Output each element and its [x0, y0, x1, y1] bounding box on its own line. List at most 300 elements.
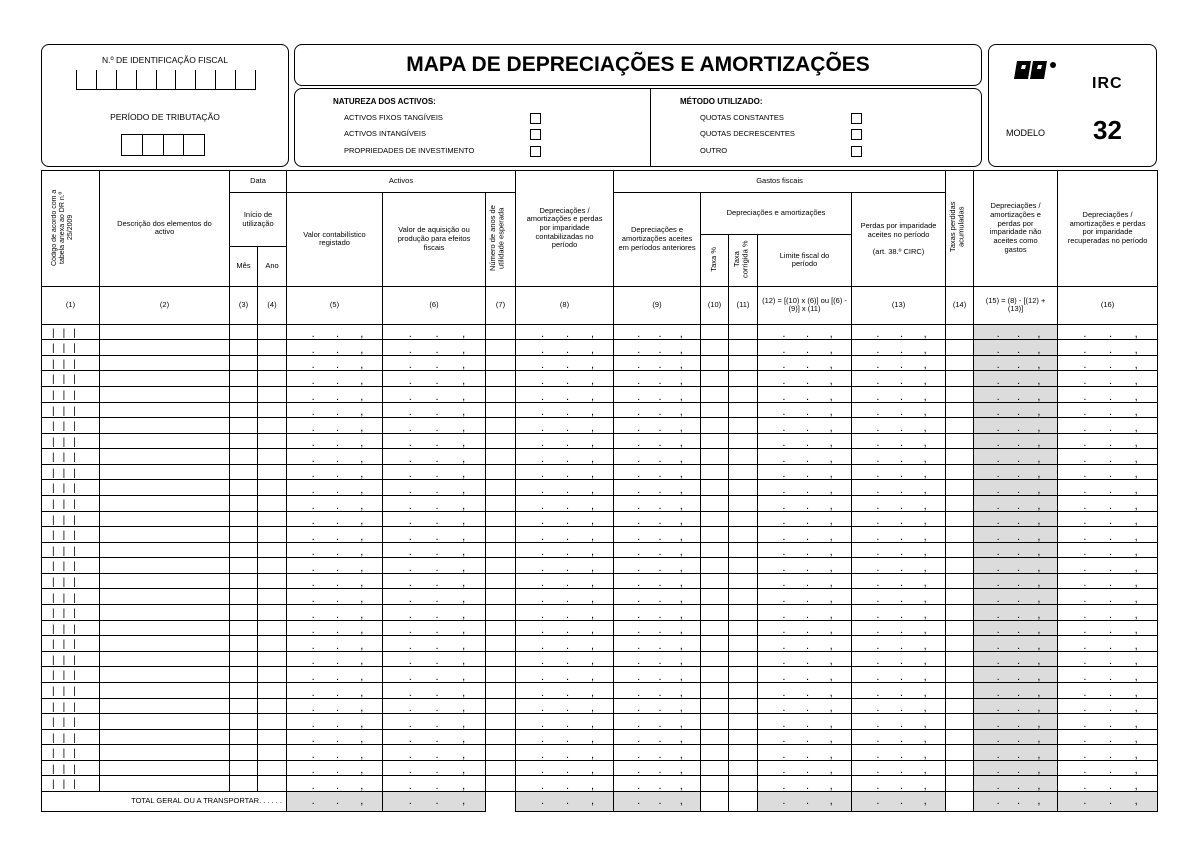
cell-col-3[interactable]: [230, 636, 258, 652]
cell-col-14[interactable]: [946, 324, 974, 340]
cell-col-3[interactable]: [230, 620, 258, 636]
cell-col-5[interactable]: . . ,: [287, 480, 383, 496]
cell-col-5[interactable]: . . ,: [287, 667, 383, 683]
cell-col-16[interactable]: . . ,: [1058, 511, 1158, 527]
cell-col-4[interactable]: [258, 418, 287, 434]
cell-col-9[interactable]: . . ,: [614, 340, 701, 356]
cell-col-6[interactable]: . . ,: [383, 729, 486, 745]
cell-col-9[interactable]: . . ,: [614, 418, 701, 434]
cell-col-4[interactable]: [258, 542, 287, 558]
cell-col-2[interactable]: [100, 714, 230, 730]
cell-col-1[interactable]: | | |: [42, 340, 100, 356]
cell-col-7[interactable]: [486, 386, 516, 402]
cell-col-5[interactable]: . . ,: [287, 464, 383, 480]
cell-col-2[interactable]: [100, 682, 230, 698]
cell-col-1[interactable]: | | |: [42, 605, 100, 621]
cell-col-16[interactable]: . . ,: [1058, 573, 1158, 589]
cell-col-11[interactable]: [729, 605, 758, 621]
cell-col-9[interactable]: . . ,: [614, 729, 701, 745]
cell-col-12[interactable]: . . ,: [758, 464, 852, 480]
cell-col-2[interactable]: [100, 449, 230, 465]
cell-col-8[interactable]: . . ,: [516, 573, 614, 589]
cell-col-9[interactable]: . . ,: [614, 620, 701, 636]
cell-col-8[interactable]: . . ,: [516, 589, 614, 605]
cell-col-15[interactable]: . . ,: [974, 698, 1058, 714]
cell-col-2[interactable]: [100, 698, 230, 714]
cell-col-6[interactable]: . . ,: [383, 480, 486, 496]
cell-col-12[interactable]: . . ,: [758, 776, 852, 792]
cell-col-14[interactable]: [946, 573, 974, 589]
cell-col-10[interactable]: [701, 745, 729, 761]
cell-col-10[interactable]: [701, 433, 729, 449]
cell-col-6[interactable]: . . ,: [383, 620, 486, 636]
cell-col-9[interactable]: . . ,: [614, 495, 701, 511]
cell-col-10[interactable]: [701, 620, 729, 636]
cell-col-11[interactable]: [729, 729, 758, 745]
cell-col-8[interactable]: . . ,: [516, 651, 614, 667]
cell-col-5[interactable]: . . ,: [287, 433, 383, 449]
cell-col-14[interactable]: [946, 495, 974, 511]
cell-col-6[interactable]: . . ,: [383, 433, 486, 449]
cell-col-1[interactable]: | | |: [42, 527, 100, 543]
cell-col-16[interactable]: . . ,: [1058, 620, 1158, 636]
cell-col-10[interactable]: [701, 480, 729, 496]
cell-col-1[interactable]: | | |: [42, 573, 100, 589]
cell-col-1[interactable]: | | |: [42, 371, 100, 387]
cell-col-16[interactable]: . . ,: [1058, 495, 1158, 511]
cell-col-11[interactable]: [729, 760, 758, 776]
cell-col-2[interactable]: [100, 480, 230, 496]
cell-col-10[interactable]: [701, 605, 729, 621]
cell-col-5[interactable]: . . ,: [287, 714, 383, 730]
cell-col-9[interactable]: . . ,: [614, 511, 701, 527]
cell-col-6[interactable]: . . ,: [383, 651, 486, 667]
cell-col-8[interactable]: . . ,: [516, 667, 614, 683]
cell-col-14[interactable]: [946, 527, 974, 543]
cell-col-13[interactable]: . . ,: [852, 589, 946, 605]
cell-col-8[interactable]: . . ,: [516, 464, 614, 480]
cell-col-16[interactable]: . . ,: [1058, 480, 1158, 496]
cell-col-9[interactable]: . . ,: [614, 589, 701, 605]
cell-col-10[interactable]: [701, 495, 729, 511]
cell-col-11[interactable]: [729, 620, 758, 636]
cell-col-16[interactable]: . . ,: [1058, 667, 1158, 683]
cell-col-8[interactable]: . . ,: [516, 418, 614, 434]
cell-col-16[interactable]: . . ,: [1058, 355, 1158, 371]
cell-col-7[interactable]: [486, 558, 516, 574]
cell-col-5[interactable]: . . ,: [287, 698, 383, 714]
cell-col-7[interactable]: [486, 605, 516, 621]
cell-col-11[interactable]: [729, 371, 758, 387]
cell-col-13[interactable]: . . ,: [852, 745, 946, 761]
cell-col-13[interactable]: . . ,: [852, 340, 946, 356]
total-cell-12[interactable]: . . ,: [758, 791, 852, 811]
cell-col-5[interactable]: . . ,: [287, 527, 383, 543]
cell-col-9[interactable]: . . ,: [614, 776, 701, 792]
cell-col-11[interactable]: [729, 402, 758, 418]
cell-col-16[interactable]: . . ,: [1058, 449, 1158, 465]
cell-col-10[interactable]: [701, 371, 729, 387]
cell-col-3[interactable]: [230, 682, 258, 698]
cell-col-6[interactable]: . . ,: [383, 558, 486, 574]
cell-col-11[interactable]: [729, 573, 758, 589]
cell-col-7[interactable]: [486, 511, 516, 527]
cell-col-13[interactable]: . . ,: [852, 620, 946, 636]
cell-col-8[interactable]: . . ,: [516, 558, 614, 574]
cell-col-3[interactable]: [230, 776, 258, 792]
cell-col-13[interactable]: . . ,: [852, 573, 946, 589]
cell-col-1[interactable]: | | |: [42, 714, 100, 730]
cell-col-14[interactable]: [946, 636, 974, 652]
cell-col-9[interactable]: . . ,: [614, 573, 701, 589]
cell-col-16[interactable]: . . ,: [1058, 682, 1158, 698]
cell-col-7[interactable]: [486, 745, 516, 761]
cell-col-6[interactable]: . . ,: [383, 402, 486, 418]
cell-col-2[interactable]: [100, 542, 230, 558]
cell-col-10[interactable]: [701, 511, 729, 527]
cell-col-11[interactable]: [729, 698, 758, 714]
cell-col-16[interactable]: . . ,: [1058, 324, 1158, 340]
cell-col-5[interactable]: . . ,: [287, 776, 383, 792]
cell-col-3[interactable]: [230, 651, 258, 667]
cell-col-15[interactable]: . . ,: [974, 355, 1058, 371]
cell-col-16[interactable]: . . ,: [1058, 464, 1158, 480]
cell-col-3[interactable]: [230, 542, 258, 558]
cell-col-15[interactable]: . . ,: [974, 511, 1058, 527]
cell-col-3[interactable]: [230, 402, 258, 418]
cell-col-14[interactable]: [946, 542, 974, 558]
cell-col-15[interactable]: . . ,: [974, 542, 1058, 558]
cell-col-14[interactable]: [946, 449, 974, 465]
cell-col-16[interactable]: . . ,: [1058, 714, 1158, 730]
cell-col-14[interactable]: [946, 745, 974, 761]
cell-col-3[interactable]: [230, 511, 258, 527]
cell-col-5[interactable]: . . ,: [287, 511, 383, 527]
cell-col-8[interactable]: . . ,: [516, 729, 614, 745]
cell-col-10[interactable]: [701, 636, 729, 652]
cell-col-11[interactable]: [729, 745, 758, 761]
cell-col-14[interactable]: [946, 464, 974, 480]
cell-col-14[interactable]: [946, 402, 974, 418]
cell-col-2[interactable]: [100, 340, 230, 356]
cell-col-5[interactable]: . . ,: [287, 651, 383, 667]
cell-col-12[interactable]: . . ,: [758, 386, 852, 402]
cell-col-1[interactable]: | | |: [42, 464, 100, 480]
cell-col-9[interactable]: . . ,: [614, 324, 701, 340]
cell-col-14[interactable]: [946, 371, 974, 387]
cell-col-4[interactable]: [258, 480, 287, 496]
cell-col-4[interactable]: [258, 495, 287, 511]
cell-col-13[interactable]: . . ,: [852, 527, 946, 543]
cell-col-14[interactable]: [946, 698, 974, 714]
cell-col-1[interactable]: | | |: [42, 682, 100, 698]
cell-col-8[interactable]: . . ,: [516, 371, 614, 387]
cell-col-8[interactable]: . . ,: [516, 324, 614, 340]
cell-col-10[interactable]: [701, 589, 729, 605]
cell-col-15[interactable]: . . ,: [974, 480, 1058, 496]
cell-col-2[interactable]: [100, 776, 230, 792]
cell-col-6[interactable]: . . ,: [383, 682, 486, 698]
cell-col-16[interactable]: . . ,: [1058, 589, 1158, 605]
cell-col-16[interactable]: . . ,: [1058, 418, 1158, 434]
cell-col-15[interactable]: . . ,: [974, 776, 1058, 792]
cell-col-2[interactable]: [100, 605, 230, 621]
cell-col-8[interactable]: . . ,: [516, 776, 614, 792]
cell-col-4[interactable]: [258, 776, 287, 792]
cell-col-5[interactable]: . . ,: [287, 636, 383, 652]
cell-col-14[interactable]: [946, 418, 974, 434]
cell-col-6[interactable]: . . ,: [383, 636, 486, 652]
cell-col-12[interactable]: . . ,: [758, 573, 852, 589]
cell-col-13[interactable]: . . ,: [852, 605, 946, 621]
cell-col-7[interactable]: [486, 480, 516, 496]
cell-col-3[interactable]: [230, 729, 258, 745]
cell-col-4[interactable]: [258, 527, 287, 543]
cell-col-6[interactable]: . . ,: [383, 371, 486, 387]
cell-col-3[interactable]: [230, 418, 258, 434]
cell-col-1[interactable]: | | |: [42, 620, 100, 636]
cell-col-12[interactable]: . . ,: [758, 589, 852, 605]
cell-col-4[interactable]: [258, 698, 287, 714]
cell-col-15[interactable]: . . ,: [974, 636, 1058, 652]
cell-col-6[interactable]: . . ,: [383, 542, 486, 558]
cell-col-14[interactable]: [946, 355, 974, 371]
cell-col-10[interactable]: [701, 760, 729, 776]
cell-col-16[interactable]: . . ,: [1058, 605, 1158, 621]
cell-col-9[interactable]: . . ,: [614, 745, 701, 761]
cell-col-1[interactable]: | | |: [42, 495, 100, 511]
cell-col-13[interactable]: . . ,: [852, 682, 946, 698]
cell-col-11[interactable]: [729, 682, 758, 698]
cell-col-9[interactable]: . . ,: [614, 402, 701, 418]
cell-col-2[interactable]: [100, 402, 230, 418]
cell-col-13[interactable]: . . ,: [852, 667, 946, 683]
cell-col-8[interactable]: . . ,: [516, 605, 614, 621]
cell-col-12[interactable]: . . ,: [758, 355, 852, 371]
cell-col-2[interactable]: [100, 511, 230, 527]
cell-col-6[interactable]: . . ,: [383, 698, 486, 714]
cell-col-11[interactable]: [729, 324, 758, 340]
cell-col-10[interactable]: [701, 667, 729, 683]
cell-col-3[interactable]: [230, 371, 258, 387]
cell-col-4[interactable]: [258, 464, 287, 480]
cell-col-2[interactable]: [100, 651, 230, 667]
cell-col-15[interactable]: . . ,: [974, 418, 1058, 434]
cell-col-7[interactable]: [486, 667, 516, 683]
cell-col-9[interactable]: . . ,: [614, 667, 701, 683]
cell-col-1[interactable]: | | |: [42, 698, 100, 714]
cell-col-6[interactable]: . . ,: [383, 667, 486, 683]
cell-col-10[interactable]: [701, 558, 729, 574]
cell-col-15[interactable]: . . ,: [974, 386, 1058, 402]
cell-col-11[interactable]: [729, 495, 758, 511]
cell-col-7[interactable]: [486, 760, 516, 776]
cell-col-6[interactable]: . . ,: [383, 418, 486, 434]
cell-col-13[interactable]: . . ,: [852, 449, 946, 465]
cell-col-1[interactable]: | | |: [42, 776, 100, 792]
cell-col-7[interactable]: [486, 371, 516, 387]
cell-col-16[interactable]: . . ,: [1058, 371, 1158, 387]
cell-col-4[interactable]: [258, 651, 287, 667]
cell-col-1[interactable]: | | |: [42, 433, 100, 449]
cell-col-13[interactable]: . . ,: [852, 433, 946, 449]
cell-col-11[interactable]: [729, 651, 758, 667]
cell-col-1[interactable]: | | |: [42, 636, 100, 652]
cell-col-3[interactable]: [230, 355, 258, 371]
cell-col-14[interactable]: [946, 480, 974, 496]
cell-col-1[interactable]: | | |: [42, 511, 100, 527]
cell-col-3[interactable]: [230, 745, 258, 761]
cell-col-1[interactable]: | | |: [42, 729, 100, 745]
cell-col-11[interactable]: [729, 433, 758, 449]
cell-col-6[interactable]: . . ,: [383, 386, 486, 402]
cell-col-13[interactable]: . . ,: [852, 760, 946, 776]
cell-col-3[interactable]: [230, 573, 258, 589]
cell-col-15[interactable]: . . ,: [974, 340, 1058, 356]
cell-col-1[interactable]: | | |: [42, 402, 100, 418]
cell-col-4[interactable]: [258, 636, 287, 652]
cell-col-16[interactable]: . . ,: [1058, 729, 1158, 745]
cell-col-7[interactable]: [486, 714, 516, 730]
cell-col-7[interactable]: [486, 589, 516, 605]
cell-col-16[interactable]: . . ,: [1058, 386, 1158, 402]
cell-col-2[interactable]: [100, 573, 230, 589]
cell-col-3[interactable]: [230, 495, 258, 511]
cell-col-13[interactable]: . . ,: [852, 714, 946, 730]
cell-col-6[interactable]: . . ,: [383, 495, 486, 511]
cell-col-14[interactable]: [946, 760, 974, 776]
cell-col-7[interactable]: [486, 527, 516, 543]
cell-col-2[interactable]: [100, 386, 230, 402]
nature-checkbox-3[interactable]: [530, 146, 541, 157]
cell-col-8[interactable]: . . ,: [516, 714, 614, 730]
cell-col-13[interactable]: . . ,: [852, 698, 946, 714]
cell-col-13[interactable]: . . ,: [852, 324, 946, 340]
cell-col-13[interactable]: . . ,: [852, 418, 946, 434]
cell-col-16[interactable]: . . ,: [1058, 776, 1158, 792]
cell-col-14[interactable]: [946, 714, 974, 730]
cell-col-4[interactable]: [258, 386, 287, 402]
cell-col-4[interactable]: [258, 714, 287, 730]
cell-col-6[interactable]: . . ,: [383, 340, 486, 356]
cell-col-8[interactable]: . . ,: [516, 495, 614, 511]
cell-col-1[interactable]: | | |: [42, 558, 100, 574]
cell-col-5[interactable]: . . ,: [287, 495, 383, 511]
cell-col-5[interactable]: . . ,: [287, 729, 383, 745]
cell-col-7[interactable]: [486, 418, 516, 434]
cell-col-10[interactable]: [701, 714, 729, 730]
cell-col-8[interactable]: . . ,: [516, 386, 614, 402]
cell-col-2[interactable]: [100, 371, 230, 387]
cell-col-6[interactable]: . . ,: [383, 355, 486, 371]
cell-col-12[interactable]: . . ,: [758, 667, 852, 683]
cell-col-7[interactable]: [486, 698, 516, 714]
cell-col-12[interactable]: . . ,: [758, 433, 852, 449]
cell-col-13[interactable]: . . ,: [852, 558, 946, 574]
cell-col-16[interactable]: . . ,: [1058, 527, 1158, 543]
cell-col-4[interactable]: [258, 511, 287, 527]
cell-col-12[interactable]: . . ,: [758, 418, 852, 434]
cell-col-15[interactable]: . . ,: [974, 433, 1058, 449]
cell-col-11[interactable]: [729, 636, 758, 652]
cell-col-15[interactable]: . . ,: [974, 605, 1058, 621]
nature-checkbox-2[interactable]: [530, 129, 541, 140]
cell-col-12[interactable]: . . ,: [758, 745, 852, 761]
cell-col-12[interactable]: . . ,: [758, 620, 852, 636]
cell-col-9[interactable]: . . ,: [614, 433, 701, 449]
cell-col-11[interactable]: [729, 589, 758, 605]
cell-col-12[interactable]: . . ,: [758, 651, 852, 667]
cell-col-10[interactable]: [701, 542, 729, 558]
cell-col-3[interactable]: [230, 464, 258, 480]
cell-col-5[interactable]: . . ,: [287, 760, 383, 776]
cell-col-15[interactable]: . . ,: [974, 729, 1058, 745]
cell-col-7[interactable]: [486, 651, 516, 667]
cell-col-10[interactable]: [701, 418, 729, 434]
cell-col-8[interactable]: . . ,: [516, 433, 614, 449]
cell-col-14[interactable]: [946, 651, 974, 667]
cell-col-8[interactable]: . . ,: [516, 402, 614, 418]
cell-col-7[interactable]: [486, 573, 516, 589]
cell-col-15[interactable]: . . ,: [974, 667, 1058, 683]
cell-col-16[interactable]: . . ,: [1058, 433, 1158, 449]
cell-col-1[interactable]: | | |: [42, 480, 100, 496]
cell-col-11[interactable]: [729, 776, 758, 792]
cell-col-9[interactable]: . . ,: [614, 542, 701, 558]
cell-col-16[interactable]: . . ,: [1058, 651, 1158, 667]
total-cell-16[interactable]: . . ,: [1058, 791, 1158, 811]
cell-col-7[interactable]: [486, 355, 516, 371]
cell-col-15[interactable]: . . ,: [974, 371, 1058, 387]
cell-col-15[interactable]: . . ,: [974, 402, 1058, 418]
cell-col-15[interactable]: . . ,: [974, 620, 1058, 636]
cell-col-11[interactable]: [729, 464, 758, 480]
cell-col-15[interactable]: . . ,: [974, 495, 1058, 511]
cell-col-9[interactable]: . . ,: [614, 651, 701, 667]
cell-col-7[interactable]: [486, 682, 516, 698]
cell-col-5[interactable]: . . ,: [287, 355, 383, 371]
cell-col-11[interactable]: [729, 714, 758, 730]
cell-col-3[interactable]: [230, 605, 258, 621]
cell-col-9[interactable]: . . ,: [614, 698, 701, 714]
cell-col-4[interactable]: [258, 340, 287, 356]
cell-col-13[interactable]: . . ,: [852, 464, 946, 480]
cell-col-13[interactable]: . . ,: [852, 480, 946, 496]
cell-col-15[interactable]: . . ,: [974, 714, 1058, 730]
cell-col-14[interactable]: [946, 776, 974, 792]
cell-col-11[interactable]: [729, 386, 758, 402]
cell-col-15[interactable]: . . ,: [974, 760, 1058, 776]
cell-col-9[interactable]: . . ,: [614, 682, 701, 698]
cell-col-4[interactable]: [258, 324, 287, 340]
cell-col-8[interactable]: . . ,: [516, 542, 614, 558]
cell-col-2[interactable]: [100, 495, 230, 511]
cell-col-5[interactable]: . . ,: [287, 682, 383, 698]
cell-col-16[interactable]: . . ,: [1058, 542, 1158, 558]
cell-col-12[interactable]: . . ,: [758, 636, 852, 652]
cell-col-10[interactable]: [701, 527, 729, 543]
cell-col-13[interactable]: . . ,: [852, 636, 946, 652]
cell-col-11[interactable]: [729, 667, 758, 683]
cell-col-9[interactable]: . . ,: [614, 371, 701, 387]
cell-col-8[interactable]: . . ,: [516, 511, 614, 527]
cell-col-12[interactable]: . . ,: [758, 729, 852, 745]
cell-col-9[interactable]: . . ,: [614, 386, 701, 402]
cell-col-2[interactable]: [100, 355, 230, 371]
cell-col-8[interactable]: . . ,: [516, 355, 614, 371]
cell-col-15[interactable]: . . ,: [974, 449, 1058, 465]
cell-col-15[interactable]: . . ,: [974, 464, 1058, 480]
